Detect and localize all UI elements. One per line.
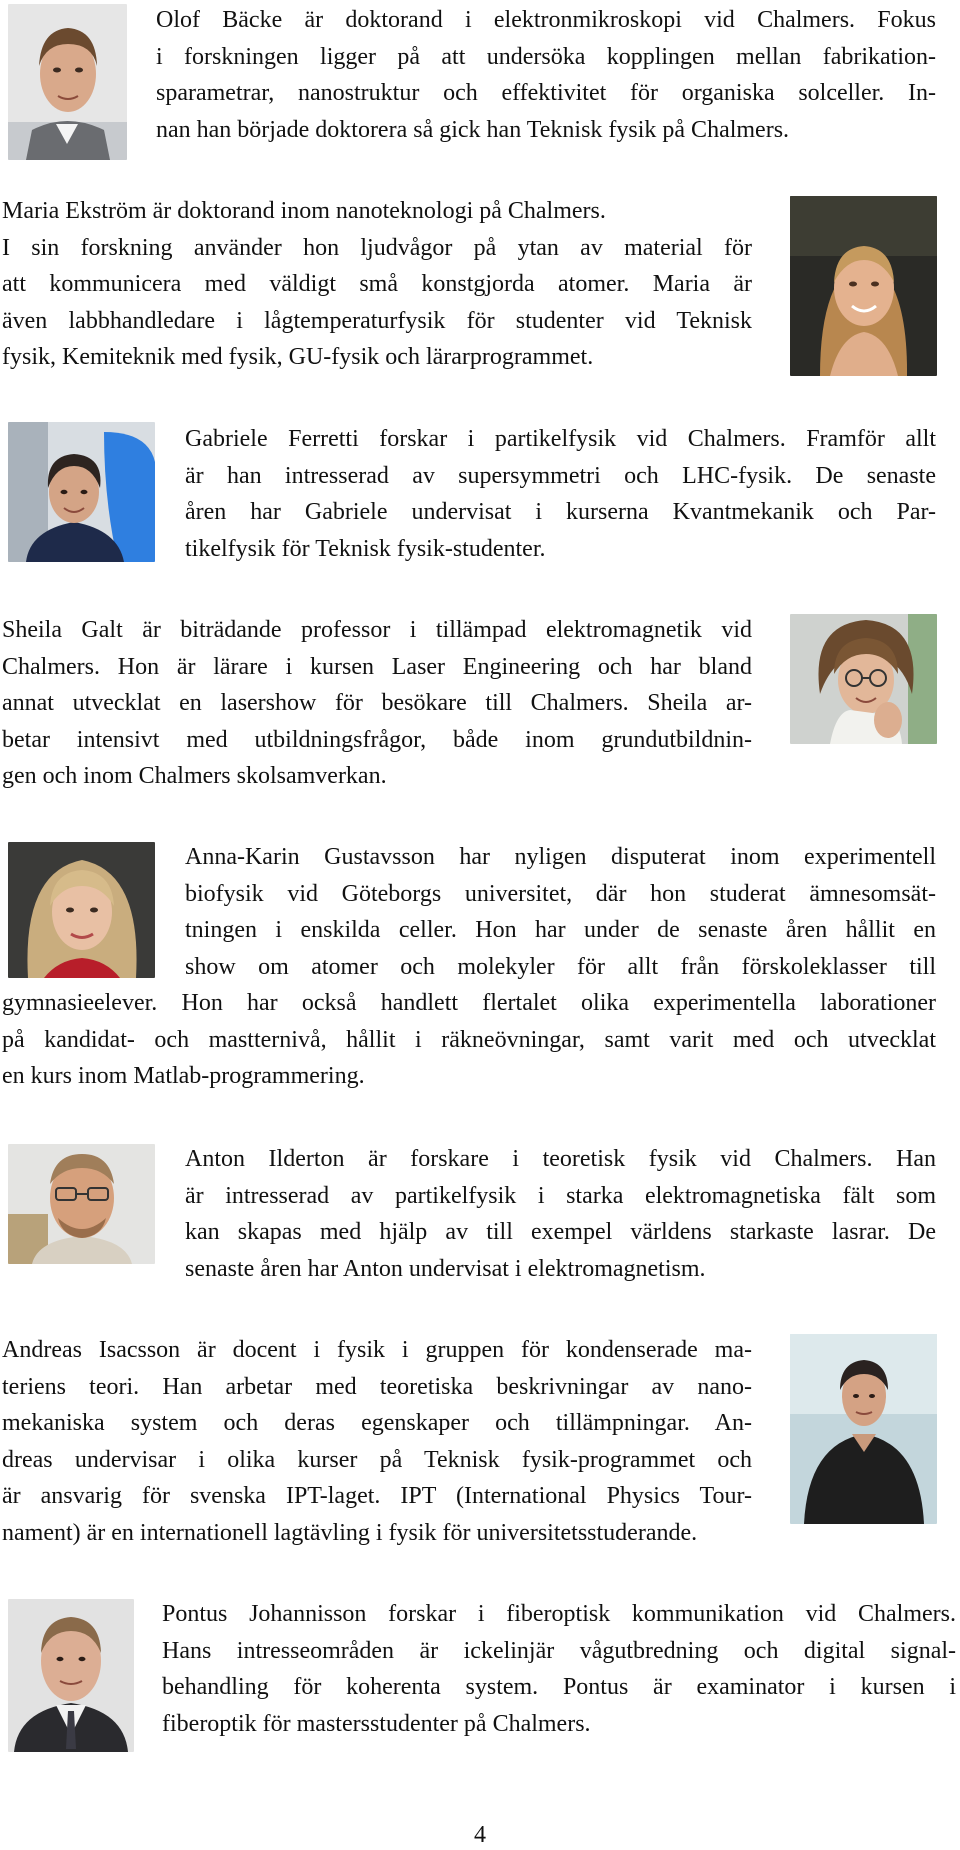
bio-maria-ekstrom: [2, 193, 752, 376]
bio-line: att kommunicera med väldigt små konstgjorda atomer. Maria är: [2, 271, 752, 298]
bio-line: Gabriele Ferretti forskar i partikelfysik vid Chalmers. Framför allt: [185, 426, 936, 452]
bio-andreas-isacsson-cont: [2, 1515, 932, 1552]
bio-line: även labbhandledare i lågtemperaturfysik för studenter vid Teknisk: [2, 307, 752, 334]
bio-line: gymnasieelever. Hon har också handlett flertalet olika experimentella laborationer: [2, 990, 936, 1016]
bio-line: fiberoptik för mastersstudenter på Chalmers.: [162, 1710, 591, 1737]
bio-line: Hans intresseområden är ickelinjär vågutbredning och digital signal-: [162, 1637, 956, 1664]
bio-line: är intresserad av partikelfysik i starka elektromagnetiska fält som: [185, 1182, 936, 1209]
bio-line: teriens teori. Han arbetar med teoretiska beskrivningar av nano-: [2, 1373, 752, 1400]
bio-line: tikelfysik för Teknisk fysik-studenter.: [185, 535, 546, 562]
page-number: 4: [474, 1822, 486, 1848]
portrait-anna-karin-gustavsson: [8, 842, 155, 978]
portrait-anton-ilderton: [8, 1144, 155, 1264]
bio-line: Chalmers. Hon är lärare i kursen Laser Engineering och har bland: [2, 653, 752, 680]
bio-line: Andreas Isacsson är docent i fysik i gruppen för kondenserade ma-: [2, 1337, 752, 1363]
bio-line: behandling för koherenta system. Pontus är examinator i kursen i: [162, 1674, 956, 1701]
bio-line: nan han började doktorera så gick han Teknisk fysik på Chalmers.: [156, 116, 790, 143]
bio-line: I sin forskning använder hon ljudvågor på ytan av material för: [2, 234, 752, 261]
bio-line: Anton Ilderton är forskare i teoretisk fysik vid Chalmers. Han: [185, 1146, 936, 1172]
bio-line: sparametrar, nanostruktur och effektivitet för organiska solceller. In-: [156, 80, 936, 107]
bio-line: betar intensivt med utbildningsfrågor, både inom grundutbildnin-: [2, 726, 752, 753]
portrait-gabriele-ferretti: [8, 422, 155, 562]
bio-line: mekaniska system och deras egenskaper och tillämpningar. An-: [2, 1410, 752, 1437]
bio-line: är han intresserad av supersymmetri och LHC-fysik. De senaste: [185, 462, 936, 489]
bio-line: kan skapas med hjälp av till exempel världens starkaste lasrar. De: [185, 1219, 936, 1246]
bio-line: Maria Ekström är doktorand inom nanoteknologi på Chalmers.: [2, 198, 606, 224]
bio-line: i forskningen ligger på att undersöka kopplingen mellan fabrikation-: [156, 43, 936, 70]
bio-line: Anna-Karin Gustavsson har nyligen disputerat inom experimentell: [185, 844, 936, 870]
bio-line: är ansvarig för svenska IPT-laget. IPT (International Physics Tour-: [2, 1483, 752, 1510]
bio-line: show om atomer och molekyler för allt från förskoleklasser till: [185, 953, 936, 980]
bio-line: Sheila Galt är biträdande professor i tillämpad elektromagnetik vid: [2, 617, 752, 643]
bio-line: åren har Gabriele undervisat i kurserna Kvantmekanik och Par-: [185, 499, 936, 526]
bio-anna-karin-gustavsson-cont: [2, 985, 936, 1095]
bio-pontus-johannisson: [162, 1596, 956, 1742]
bio-line: annat utvecklat en lasershow för besökare till Chalmers. Sheila ar-: [2, 690, 752, 717]
bio-line: senaste åren har Anton undervisat i elektromagnetism.: [185, 1255, 706, 1282]
portrait-andreas-isacsson: [790, 1334, 937, 1524]
bio-line: en kurs inom Matlab-programmering.: [2, 1063, 365, 1090]
bio-gabriele-ferretti: [185, 421, 936, 567]
bio-anna-karin-gustavsson: [185, 839, 936, 985]
bio-olof-backe: [156, 2, 936, 148]
bio-line: Pontus Johannisson forskar i fiberoptisk kommunikation vid Chalmers.: [162, 1601, 956, 1627]
bio-line: nament) är en internationell lagtävling i fysik för universitetsstuderande.: [2, 1520, 698, 1546]
portrait-pontus-johannisson: [8, 1599, 134, 1752]
bio-andreas-isacsson: [2, 1332, 752, 1515]
portrait-sheila-galt: [790, 614, 937, 744]
bio-sheila-galt: [2, 612, 752, 795]
bio-line: biofysik vid Göteborgs universitet, där hon studerat ämnesomsät-: [185, 880, 936, 907]
bio-line: dreas undervisar i olika kurser på Teknisk fysik-programmet och: [2, 1446, 752, 1473]
portrait-olof-backe: [8, 4, 127, 160]
bio-line: gen och inom Chalmers skolsamverkan.: [2, 763, 387, 790]
portrait-maria-ekstrom: [790, 196, 937, 376]
bio-line: fysik, Kemiteknik med fysik, GU-fysik och lärarprogrammet.: [2, 344, 594, 371]
bio-line: Olof Bäcke är doktorand i elektronmikroskopi vid Chalmers. Fokus: [156, 7, 936, 33]
bio-anton-ilderton: [185, 1141, 936, 1287]
bio-line: tningen i enskilda celler. Hon har under de senaste åren hållit en: [185, 917, 936, 944]
bio-line: på kandidat- och mastternivå, hållit i räkneövningar, samt varit med och utvecklat: [2, 1026, 936, 1053]
